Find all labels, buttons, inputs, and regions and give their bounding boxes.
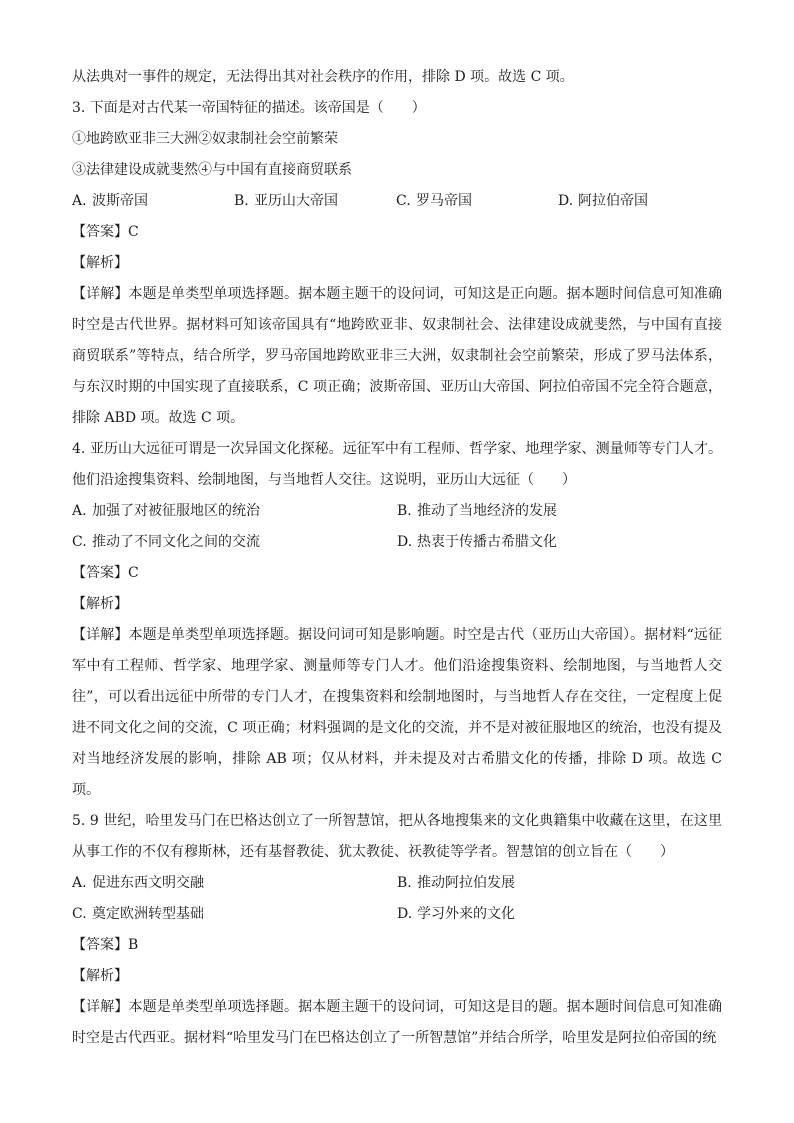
detail-tag: 【详解】 bbox=[72, 999, 129, 1015]
option-text: 波斯帝国 bbox=[92, 193, 148, 209]
option-letter: B. bbox=[397, 503, 412, 519]
option-letter: A. bbox=[72, 503, 87, 519]
option-letter: A. bbox=[72, 875, 87, 891]
detail-tag: 【详解】 bbox=[72, 627, 129, 643]
option-text: 奠定欧洲转型基础 bbox=[92, 906, 204, 922]
question-5-option-b bbox=[397, 868, 722, 899]
question-5-options-row-1 bbox=[72, 868, 722, 899]
question-5-option-c bbox=[72, 899, 397, 930]
option-letter: B. bbox=[397, 875, 412, 891]
question-4-option-b bbox=[397, 496, 722, 527]
document-page bbox=[72, 62, 722, 1054]
option-letter: D. bbox=[397, 906, 413, 922]
answer-tag: 【答案】 bbox=[72, 224, 128, 240]
option-text: 推动阿拉伯发展 bbox=[417, 875, 515, 891]
option-text: 阿拉伯帝国 bbox=[578, 193, 648, 209]
question-4-option-c bbox=[72, 527, 397, 558]
answer-value: C bbox=[128, 565, 139, 581]
question-3-stem: 3. 下面是对古代某一帝国特征的描述。该帝国是（ ） bbox=[72, 100, 426, 116]
question-3-option-d bbox=[558, 186, 720, 217]
question-5-option-d bbox=[397, 899, 722, 930]
option-text: 加强了对被征服地区的统治 bbox=[92, 503, 260, 519]
question-5-options-row-2 bbox=[72, 899, 722, 930]
question-3-features-2: ③法律建设成就斐然④与中国有直接商贸联系 bbox=[72, 162, 352, 178]
option-letter: D. bbox=[558, 193, 574, 209]
option-text: 亚历山大帝国 bbox=[254, 193, 338, 209]
option-text: 热衷于传播古希腊文化 bbox=[417, 534, 557, 550]
question-4-stem: 4. 亚历山大远征可谓是一次异国文化探秘。远征军中有工程师、哲学家、地理学家、测量师等专门人才。他们沿途搜集资料、绘制地图，与当地哲人交往。这说明，亚历山大远征（ ） bbox=[72, 441, 722, 488]
option-letter: B. bbox=[234, 193, 249, 209]
question-5-detail bbox=[72, 992, 722, 1054]
option-letter: C. bbox=[72, 534, 87, 550]
question-3-analysis-tag: 【解析】 bbox=[72, 255, 128, 271]
question-3-detail bbox=[72, 279, 722, 434]
detail-text: 本题是单类型单项选择题。据本题主题干的设问词，可知这是正向题。据本题时间信息可知准确时空是古代世界。据材料可知该帝国具有“地跨欧亚非、奴隶制社会、法律建设成就斐然，与中国有直接商贸联系”等特点，结合所学，罗马帝国地跨欧亚非三大洲，奴隶制社会空前繁荣，形成了罗马法体系，与东汉时期的中国实现了直接联系，C 项正确；波斯帝国、亚历山大帝国、阿拉伯帝国不完全符合题意，排除 ABD 项。故选 C 项。 bbox=[72, 286, 723, 426]
question-4-options-row-1 bbox=[72, 496, 722, 527]
answer-value: B bbox=[128, 937, 139, 953]
question-5-answer bbox=[72, 930, 722, 961]
detail-text: 本题是单类型单项选择题。据本题主题干的设问词，可知这是目的题。据本题时间信息可知准确时空是古代西亚。据材料“哈里发马门在巴格达创立了一所智慧馆”并结合所学，哈里发是阿拉伯帝国的统 bbox=[72, 999, 723, 1046]
question-4-option-d bbox=[397, 527, 722, 558]
option-text: 推动了当地经济的发展 bbox=[417, 503, 557, 519]
question-5-option-a bbox=[72, 868, 397, 899]
option-letter: C. bbox=[396, 193, 411, 209]
option-text: 推动了不同文化之间的交流 bbox=[92, 534, 260, 550]
option-letter: A. bbox=[72, 193, 87, 209]
question-3-options bbox=[72, 186, 722, 217]
detail-text: 本题是单类型单项选择题。据设问词可知是影响题。时空是古代（亚历山大帝国）。据材料“远征军中有工程师、哲学家、地理学家、测量师等专门人才。他们沿途搜集资料、绘制地图，与当地哲人交往”，可以看出远征中所带的专门人才，在搜集资料和绘制地图时，与当地哲人存在交往，一定程度上促进不同文化之间的交流，C 项正确；材料强调的是文化的交流，并不是对被征服地区的统治，也没有提及对当地经济发展的影响，排除 AB 项；仅从材料，并未提及对古希腊文化的传播，排除 D 项。故选 C 项。 bbox=[72, 627, 723, 798]
intro-line: 从法典对一事件的规定，无法得出其对社会秩序的作用，排除 D 项。故选 C 项。 bbox=[72, 69, 574, 85]
option-letter: C. bbox=[72, 906, 87, 922]
question-5-stem: 5. 9 世纪，哈里发马门在巴格达创立了一所智慧馆，把从各地搜集来的文化典籍集中收藏在这里，在这里从事工作的不仅有穆斯林，还有基督教徒、犹太教徒、祆教徒等学者。智慧馆的创立旨在（ ） bbox=[72, 813, 722, 860]
question-3-features-1: ①地跨欧亚非三大洲②奴隶制社会空前繁荣 bbox=[72, 131, 338, 147]
answer-tag: 【答案】 bbox=[72, 565, 128, 581]
question-3-answer bbox=[72, 217, 722, 248]
question-3-option-c bbox=[396, 186, 558, 217]
question-4-analysis-tag: 【解析】 bbox=[72, 596, 128, 612]
option-text: 促进东西文明交融 bbox=[92, 875, 204, 891]
detail-tag: 【详解】 bbox=[72, 286, 129, 302]
option-text: 罗马帝国 bbox=[416, 193, 472, 209]
question-4-detail bbox=[72, 620, 722, 806]
answer-tag: 【答案】 bbox=[72, 937, 128, 953]
question-3-option-b bbox=[234, 186, 396, 217]
option-letter: D. bbox=[397, 534, 413, 550]
question-4-options-row-2 bbox=[72, 527, 722, 558]
question-4-answer bbox=[72, 558, 722, 589]
question-3-option-a bbox=[72, 186, 234, 217]
question-5-analysis-tag: 【解析】 bbox=[72, 968, 128, 984]
answer-value: C bbox=[128, 224, 139, 240]
option-text: 学习外来的文化 bbox=[417, 906, 515, 922]
question-4-option-a bbox=[72, 496, 397, 527]
